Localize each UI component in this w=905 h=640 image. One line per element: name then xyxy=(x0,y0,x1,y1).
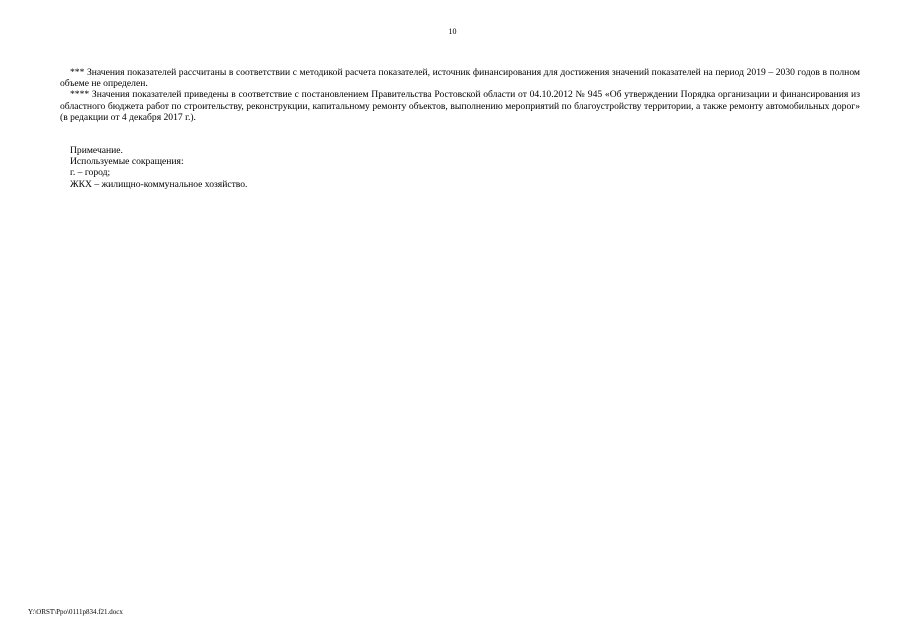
notes-section xyxy=(60,145,860,190)
footnote-three-stars: *** Значения показателей рассчитаны в соответствии с методикой расчета показателей, источник финансирования для достижения значений показателей на период 2019 – 2030 годов в полном объеме не определен. xyxy=(60,67,860,90)
document-body xyxy=(60,67,860,190)
abbreviations-heading: Используемые сокращения: xyxy=(70,156,184,168)
notes-heading: Примечание. xyxy=(70,145,123,157)
abbreviation-item: ЖКХ – жилищно-коммунальное хозяйство. xyxy=(70,178,248,190)
footnote-four-stars: **** Значения показателей приведены в соответствие с постановлением Правительства Ростовской области от 04.10.2012 № 945 «Об утверждении Порядка организации и финансирования из областного бюджета работ по строительству, реконструкции, капитальному ремонту объектов, выполнению мероприятий по благоустройству территории, а также ремонту автомобильных дорог» (в редакции от 4 декабря 2017 г.). xyxy=(60,89,860,123)
page-number: 10 xyxy=(448,27,457,36)
abbreviation-item: г. – город; xyxy=(70,167,111,179)
file-path-footer: Y:\ORST\Ppo\0111p834.f21.docx xyxy=(28,608,123,616)
